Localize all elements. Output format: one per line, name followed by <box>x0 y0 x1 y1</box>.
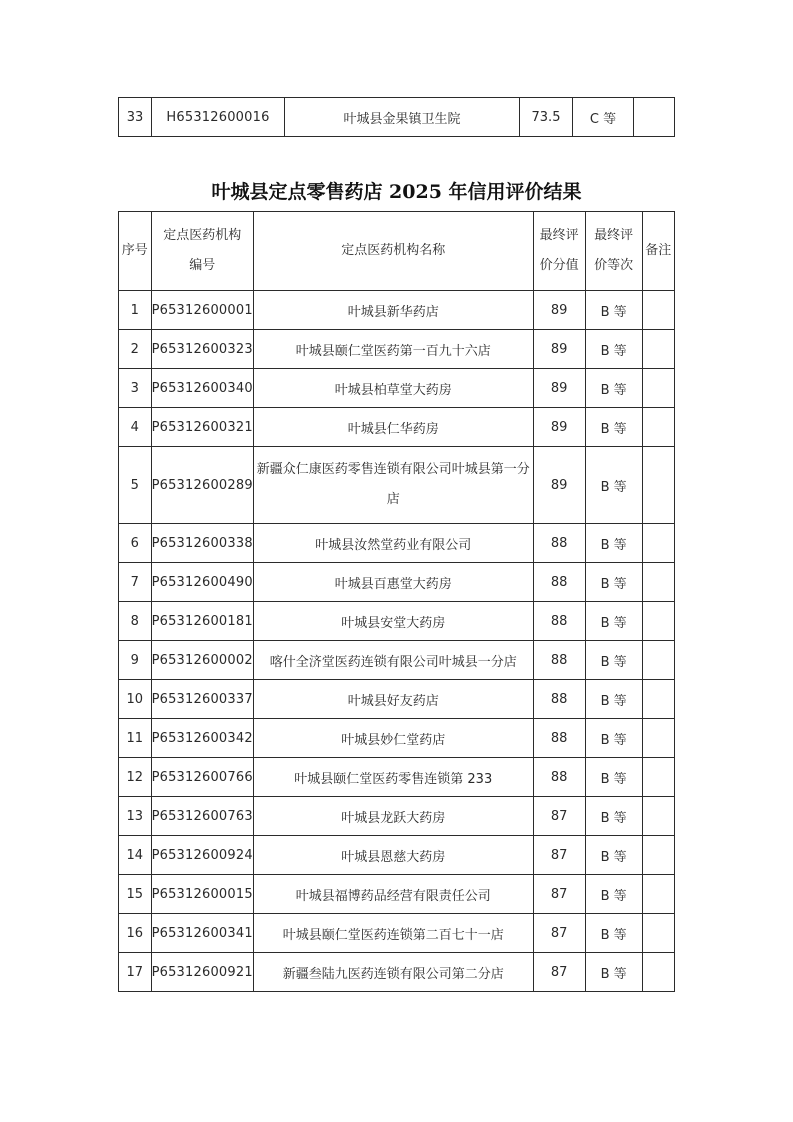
cell-note <box>642 563 675 602</box>
cell-note <box>642 291 675 330</box>
cell-grade: B 等 <box>585 641 642 680</box>
cell-score: 88 <box>533 680 585 719</box>
cell-note <box>642 447 675 524</box>
header-name: 定点医药机构名称 <box>253 212 533 291</box>
cell-name: 叶城县颐仁堂医药零售连锁第 233 <box>253 758 533 797</box>
cell-name: 叶城县新华药店 <box>253 291 533 330</box>
cell-name: 叶城县龙跃大药房 <box>253 797 533 836</box>
page-title: 叶城县定点零售药店 2025 年信用评价结果 <box>211 181 582 203</box>
table-row <box>119 914 675 953</box>
cell-index: 6 <box>119 524 152 563</box>
cell-grade: B 等 <box>585 524 642 563</box>
cell-note <box>642 330 675 369</box>
table-row <box>119 524 675 563</box>
cell-name: 叶城县福博药品经营有限责任公司 <box>253 875 533 914</box>
cell-note <box>642 758 675 797</box>
cell-grade: B 等 <box>585 330 642 369</box>
cell-code: P65312600181 <box>151 602 253 641</box>
cell-score: 88 <box>533 602 585 641</box>
cell-note <box>642 408 675 447</box>
cell-code: P65312600924 <box>151 836 253 875</box>
table-header-row <box>119 212 675 291</box>
header-grade-line1: 最终评 <box>594 228 634 243</box>
cell-code: P65312600490 <box>151 563 253 602</box>
table-row <box>119 758 675 797</box>
cell-name: 叶城县安堂大药房 <box>253 602 533 641</box>
table-row <box>119 680 675 719</box>
cell-index: 17 <box>119 953 152 992</box>
cell-index: 11 <box>119 719 152 758</box>
cell-index: 12 <box>119 758 152 797</box>
cell-name: 叶城县柏草堂大药房 <box>253 369 533 408</box>
cell-code: H65312600016 <box>152 98 285 137</box>
table-row <box>119 330 675 369</box>
cell-grade: B 等 <box>585 914 642 953</box>
header-code <box>151 212 253 291</box>
cell-grade: B 等 <box>585 369 642 408</box>
table-row <box>119 602 675 641</box>
cell-name: 叶城县妙仁堂药店 <box>253 719 533 758</box>
table-row <box>119 447 675 524</box>
table-row <box>119 98 675 137</box>
header-grade-line2: 价等次 <box>594 258 634 273</box>
cell-code: P65312600289 <box>151 447 253 524</box>
cell-note <box>642 719 675 758</box>
cell-grade: C 等 <box>573 98 634 137</box>
cell-index: 8 <box>119 602 152 641</box>
cell-note <box>642 602 675 641</box>
cell-name: 新疆叁陆九医药连锁有限公司第二分店 <box>253 953 533 992</box>
table-row <box>119 719 675 758</box>
cell-score: 87 <box>533 914 585 953</box>
header-score-line2: 价分值 <box>539 258 579 273</box>
cell-code: P65312600323 <box>151 330 253 369</box>
cell-code: P65312600001 <box>151 291 253 330</box>
cell-name: 叶城县好友药店 <box>253 680 533 719</box>
cell-score: 88 <box>533 758 585 797</box>
cell-index: 14 <box>119 836 152 875</box>
cell-index: 16 <box>119 914 152 953</box>
cell-code: P65312600015 <box>151 875 253 914</box>
cell-name: 新疆众仁康医药零售连锁有限公司叶城县第一分店 <box>253 447 533 524</box>
cell-note <box>642 836 675 875</box>
cell-code: P65312600338 <box>151 524 253 563</box>
cell-index: 5 <box>119 447 152 524</box>
cell-score: 89 <box>533 408 585 447</box>
cell-name: 叶城县恩慈大药房 <box>253 836 533 875</box>
cell-index: 10 <box>119 680 152 719</box>
cell-name: 叶城县仁华药房 <box>253 408 533 447</box>
table-row <box>119 408 675 447</box>
header-code-line2: 编号 <box>189 258 216 273</box>
cell-score: 89 <box>533 447 585 524</box>
cell-index: 9 <box>119 641 152 680</box>
cell-note <box>642 875 675 914</box>
cell-name: 叶城县金果镇卫生院 <box>285 98 520 137</box>
credit-evaluation-table <box>118 211 675 992</box>
table-row <box>119 641 675 680</box>
table-row <box>119 291 675 330</box>
cell-index: 15 <box>119 875 152 914</box>
cell-note <box>642 641 675 680</box>
cell-grade: B 等 <box>585 875 642 914</box>
table-row <box>119 875 675 914</box>
cell-code: P65312600766 <box>151 758 253 797</box>
cell-grade: B 等 <box>585 680 642 719</box>
cell-code: P65312600321 <box>151 408 253 447</box>
cell-score: 89 <box>533 291 585 330</box>
cell-note <box>642 953 675 992</box>
cell-grade: B 等 <box>585 447 642 524</box>
cell-code: P65312600921 <box>151 953 253 992</box>
cell-note <box>634 98 675 137</box>
cell-name: 喀什全济堂医药连锁有限公司叶城县一分店 <box>253 641 533 680</box>
header-grade <box>585 212 642 291</box>
cell-index: 3 <box>119 369 152 408</box>
cell-code: P65312600002 <box>151 641 253 680</box>
cell-note <box>642 680 675 719</box>
cell-score: 88 <box>533 563 585 602</box>
table-row <box>119 563 675 602</box>
header-index: 序号 <box>119 212 152 291</box>
cell-grade: B 等 <box>585 758 642 797</box>
cell-note <box>642 524 675 563</box>
cell-score: 89 <box>533 369 585 408</box>
header-score <box>533 212 585 291</box>
cell-score: 87 <box>533 797 585 836</box>
cell-grade: B 等 <box>585 719 642 758</box>
header-score-line1: 最终评 <box>539 228 579 243</box>
cell-score: 73.5 <box>520 98 573 137</box>
cell-code: P65312600763 <box>151 797 253 836</box>
cell-score: 87 <box>533 836 585 875</box>
table-row <box>119 953 675 992</box>
cell-grade: B 等 <box>585 953 642 992</box>
cell-code: P65312600342 <box>151 719 253 758</box>
cell-score: 88 <box>533 719 585 758</box>
cell-name: 叶城县颐仁堂医药第一百九十六店 <box>253 330 533 369</box>
cell-note <box>642 369 675 408</box>
cell-grade: B 等 <box>585 408 642 447</box>
cell-note <box>642 797 675 836</box>
cell-score: 89 <box>533 330 585 369</box>
cell-score: 87 <box>533 953 585 992</box>
cell-name: 叶城县颐仁堂医药连锁第二百七十一店 <box>253 914 533 953</box>
cell-index: 33 <box>119 98 152 137</box>
cell-score: 88 <box>533 641 585 680</box>
cell-grade: B 等 <box>585 797 642 836</box>
cell-index: 2 <box>119 330 152 369</box>
cell-name: 叶城县汝然堂药业有限公司 <box>253 524 533 563</box>
cell-code: P65312600337 <box>151 680 253 719</box>
header-code-line1: 定点医药机构 <box>163 228 242 243</box>
header-note: 备注 <box>642 212 675 291</box>
cell-grade: B 等 <box>585 563 642 602</box>
cell-grade: B 等 <box>585 836 642 875</box>
table-row <box>119 369 675 408</box>
cell-score: 87 <box>533 875 585 914</box>
cell-grade: B 等 <box>585 602 642 641</box>
cell-code: P65312600341 <box>151 914 253 953</box>
table-row <box>119 797 675 836</box>
cell-index: 13 <box>119 797 152 836</box>
cell-note <box>642 914 675 953</box>
table-row <box>119 836 675 875</box>
cell-index: 7 <box>119 563 152 602</box>
cell-score: 88 <box>533 524 585 563</box>
previous-table-continuation <box>118 97 675 137</box>
cell-code: P65312600340 <box>151 369 253 408</box>
cell-index: 1 <box>119 291 152 330</box>
cell-grade: B 等 <box>585 291 642 330</box>
cell-index: 4 <box>119 408 152 447</box>
cell-name: 叶城县百惠堂大药房 <box>253 563 533 602</box>
